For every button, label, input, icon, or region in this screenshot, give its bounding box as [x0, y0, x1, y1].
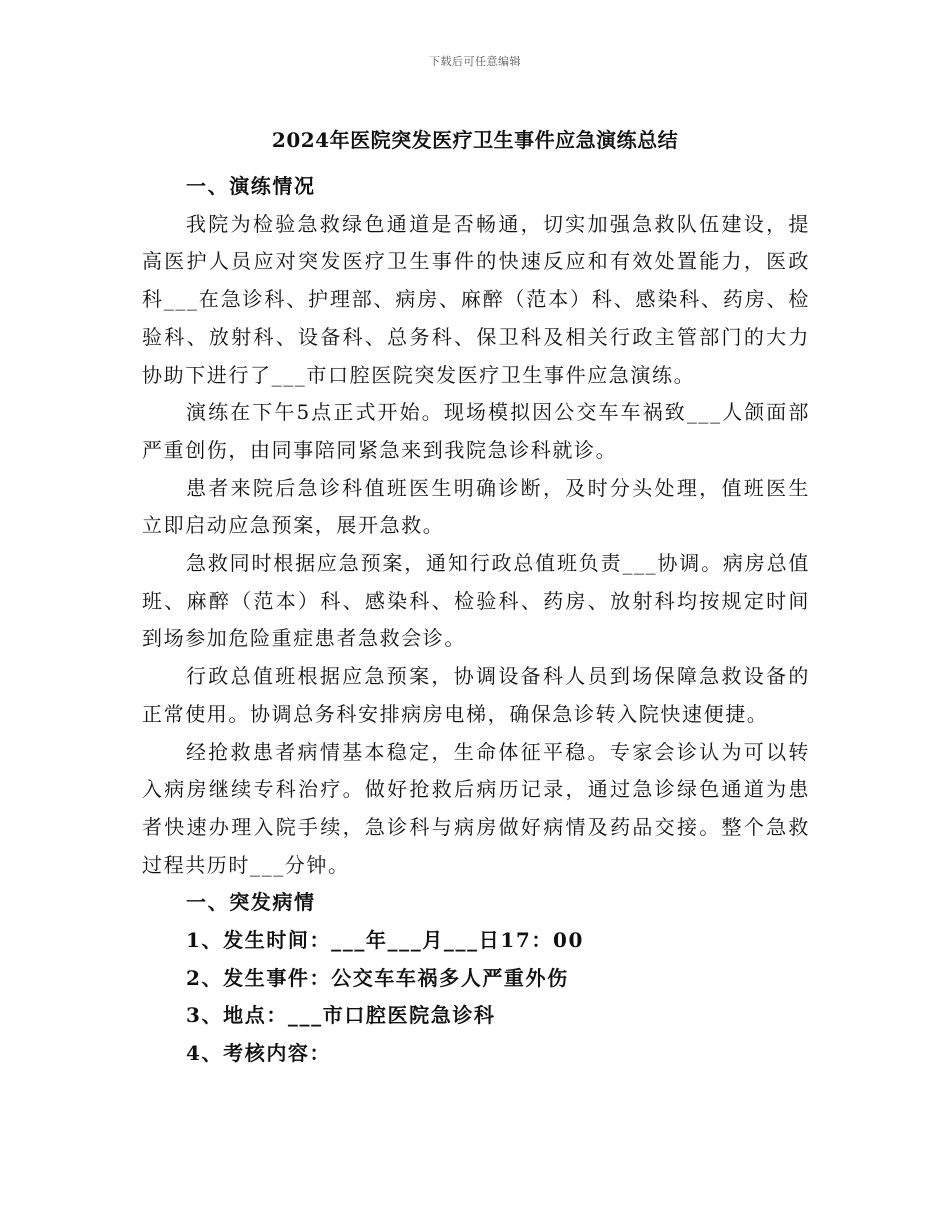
document-title: 2024年医院突发医疗卫生事件应急演练总结 [271, 128, 679, 152]
list-item: 4、考核内容： [186, 1041, 332, 1066]
list-item: 2、发生事件：公交车车祸多人严重外伤 [186, 965, 569, 990]
header-note: 下载后可任意编辑 [429, 55, 521, 68]
paragraph-drill-start: 演练在下午5点正式开始。现场模拟因公交车车祸致___人颌面部严重创伤，由同事陪同紧急来到我院急诊科就诊。 [142, 400, 810, 462]
list-item: 3、地点：___市口腔医院急诊科 [186, 1003, 496, 1028]
document-body [142, 168, 810, 1073]
section-heading-emergency-case: 一、突发病情 [186, 890, 316, 915]
section-heading-drill-overview: 一、演练情况 [186, 174, 316, 198]
paragraph-coordination: 急救同时根据应急预案，通知行政总值班负责___协调。病房总值班、麻醉（范本）科、感染科、检验科、药房、放射科均按规定时间到场参加危险重症患者急救会诊。 [142, 551, 810, 651]
paragraph-outcome: 经抢救患者病情基本稳定，生命体征平稳。专家会诊认为可以转入病房继续专科治疗。做好抢救后病历记录，通过急诊绿色通道为患者快速办理入院手续，急诊科与病房做好病情及药品交接。整个急救过程共历时___分钟。 [142, 739, 810, 877]
paragraph-diagnosis: 患者来院后急诊科值班医生明确诊断，及时分头处理，值班医生立即启动应急预案，展开急救。 [142, 475, 810, 538]
paragraph-purpose: 我院为检验急救绿色通道是否畅通，切实加强急救队伍建设，提高医护人员应对突发医疗卫生事件的快速反应和有效处置能力，医政科___在急诊科、护理部、病房、麻醉（范本）科、感染科、药房、检验科、放射科、设备科、总务科、保卫科及相关行政主管部门的大力协助下进行了___市口腔医院突发医疗卫生事件应急演练。 [142, 211, 810, 387]
list-item: 1、发生时间：___年___月___日17：00 [186, 928, 584, 953]
paragraph-equipment: 行政总值班根据应急预案，协调设备科人员到场保障急救设备的正常使用。协调总务科安排病房电梯，确保急诊转入院快速便捷。 [142, 664, 810, 726]
